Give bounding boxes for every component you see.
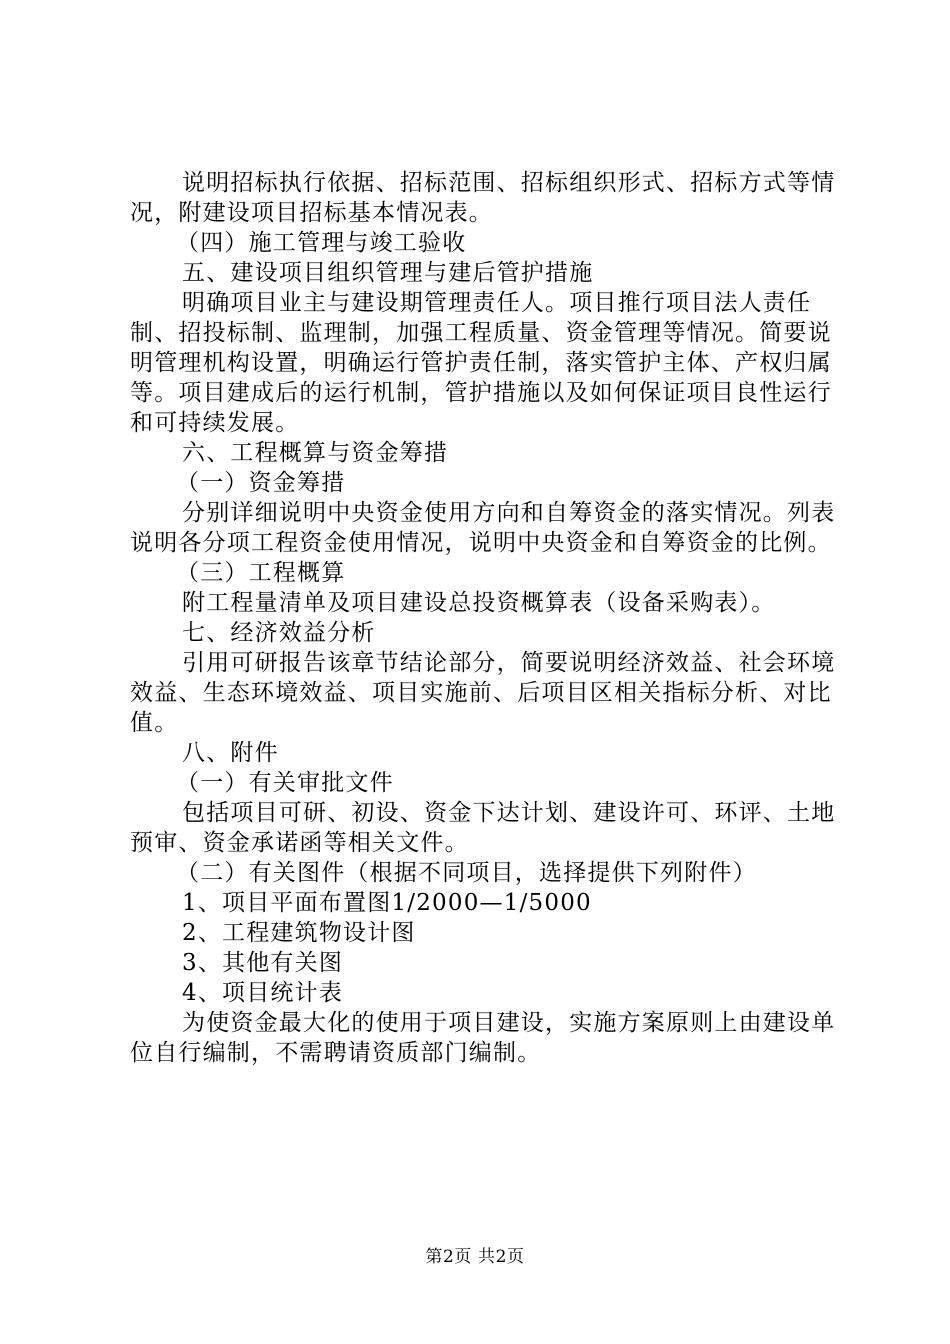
subheading-approval-documents: （一）有关审批文件 [176,770,394,796]
subheading-budget: （三）工程概算 [176,560,346,586]
list-item-statistics-table: 4、项目统计表 [182,980,344,1006]
heading-budget-funding: 六、工程概算与资金筹措 [182,440,449,466]
paragraph-tender-description: 说明招标执行依据、招标范围、招标组织形式、招标方式等情况，附建设项目招标基本情况表。 [130,170,836,226]
paragraph-approval-documents: 包括项目可研、初设、资金下达计划、建设许可、环评、土地预审、资金承诺函等相关文件。 [130,800,836,856]
paragraph-economic-analysis: 引用可研报告该章节结论部分，简要说明经济效益、社会环境效益、生态环境效益、项目实施前、后项目区相关指标分析、对比值。 [130,650,836,736]
page-number-footer: 第2页 共2页 [425,1247,525,1267]
paragraph-funding-details: 分别详细说明中央资金使用方向和自筹资金的落实情况。列表说明各分项工程资金使用情况，说明中央资金和自筹资金的比例。 [130,500,836,556]
subheading-related-drawings: （二）有关图件（根据不同项目，选择提供下列附件） [176,860,757,886]
list-item-layout-plan: 1、项目平面布置图1/2000—1/5000 [182,890,592,916]
subheading-funding: （一）资金筹措 [176,470,346,496]
heading-economic-analysis: 七、经济效益分析 [182,620,376,646]
list-item-other-drawings: 3、其他有关图 [182,950,344,976]
paragraph-management-responsibility: 明确项目业主与建设期管理责任人。项目推行项目法人责任制、招投标制、监理制，加强工程质量、资金管理等情况。简要说明管理机构设置，明确运行管护责任制，落实管护主体、产权归属等。项目建成后的运行机制，管护措施以及如何保证项目良性运行和可持续发展。 [130,290,832,436]
paragraph-budget-attachment: 附工程量清单及项目建设总投资概算表（设备采购表）。 [182,590,776,616]
heading-attachments: 八、附件 [182,740,279,766]
subheading-construction-management: （四）施工管理与竣工验收 [176,230,467,256]
heading-organization-management: 五、建设项目组织管理与建后管护措施 [182,260,594,286]
document-body [130,168,838,1068]
paragraph-preparation-principle: 为使资金最大化的使用于项目建设，实施方案原则上由建设单位自行编制，不需聘请资质部门编制。 [130,1010,836,1066]
list-item-building-design: 2、工程建筑物设计图 [182,920,416,946]
